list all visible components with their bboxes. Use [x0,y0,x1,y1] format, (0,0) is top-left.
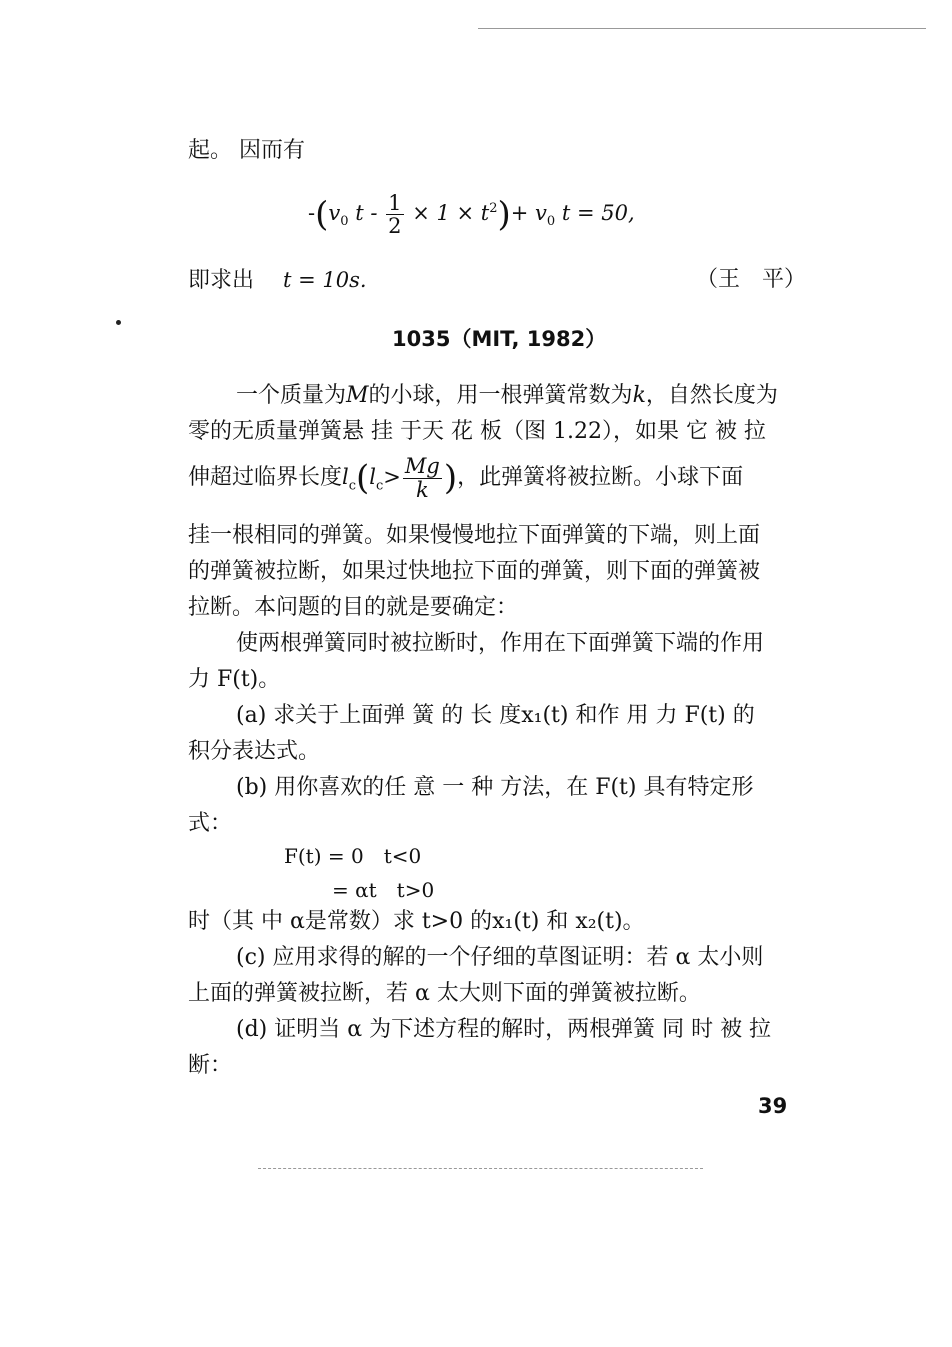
part-a-line1: (a) 求关于上面弹 簧 的 长 度x₁(t) 和作 用 力 F(t) 的 [236,703,755,728]
author-credit: （王 平） [696,267,807,292]
top-rule [478,28,926,29]
stray-dot [116,320,121,325]
part-c-line1: (c) 应用求得的解的一个仔细的草图证明：若 α 太小则 [236,945,764,970]
eq-times: × 1 × t [412,201,490,225]
eq-sup: 2 [489,201,498,216]
p1-text-a: 一个质量为 [236,383,347,408]
line-qi-yin-er-you: 起。 因而有 [188,138,305,163]
eq-v-sub: 0 [340,214,349,230]
p1-frac-num: Mg [404,454,440,479]
p1-k-symbol: k [632,383,646,408]
p1-frac-den: k [416,477,429,502]
page-number: 39 [758,1094,788,1118]
p1-line4: 挂一根相同的弹簧。如果慢慢地拉下面弹簧的下端，则上面 [188,523,761,548]
eq-frac-den: 2 [388,214,402,238]
part-b-line1: (b) 用你喜欢的任 意 一 种 方法，在 F(t) 具有特定形 [236,775,754,800]
p1-l3-text-a: 伸超过临界长度 [188,465,343,490]
equation-50 [308,184,635,247]
p1-line2: 零的无质量弹簧悬 挂 于天 花 板（图 1.22），如果 它 被 拉 [188,419,766,444]
p1-l3-fraction [403,455,442,500]
p1-l3-open-paren: ( [356,458,370,498]
p1-text-b: 的小球，用一根弹簧常数为 [368,383,633,408]
p1-text-c: ，自然长度为 [645,383,778,408]
eq-tail-sub: 0 [546,214,556,230]
p1-mass-symbol: M [346,383,369,408]
p2-line1: 使两根弹簧同时被拉断时，作用在下面弹簧下端的作用 [236,631,765,656]
eq-open-paren: ( [315,194,329,235]
problem-heading: 1035（MIT, 1982） [392,327,607,351]
eq-tail: + v [510,201,547,225]
p1-l3-lc: l [342,465,349,489]
p1-l3-cond-l: l [369,465,376,489]
part-b-line3: 时（其 中 α是常数）求 t>0 的x₁(t) 和 x₂(t)。 [188,909,645,934]
eq-minus: - [308,201,316,225]
eq-frac-num: 1 [388,190,402,215]
part-d-line2: 断： [188,1053,233,1078]
eq-close-paren: ) [497,194,511,235]
part-a-line2: 积分表达式。 [188,739,321,764]
force-eq-line2: = αt t>0 [332,878,435,902]
p1-l3-cond-sub: c [376,478,384,494]
p1-l3-text-b: ，此弹簧将被拉断。小球下面 [457,465,744,490]
p1-line3 [188,452,743,511]
line-ji-qiu-chu [188,262,367,299]
p1-line5: 的弹簧被拉断，如果过快地拉下面的弹簧，则下面的弹簧被 [188,559,761,584]
eq-end: t = 50, [561,201,635,225]
eq-t-minus: t - [355,201,378,225]
force-eq-line1: F(t) = 0 t<0 [284,844,422,868]
p2-line2: 力 F(t)。 [188,667,281,692]
p1-l3-gt: > [383,465,401,489]
part-c-line2: 上面的弹簧被拉断，若 α 太大则下面的弹簧被拉断。 [188,981,701,1006]
eq-v: v [328,201,341,225]
p1-line1 [236,378,778,414]
t-equals-10s: t = 10s. [283,268,367,292]
ji-qiu-chu-text: 即求出 [188,268,255,293]
p1-l3-close-paren: ) [443,458,458,498]
bottom-rule [258,1168,703,1169]
p1-l3-lc-sub: c [348,478,357,494]
eq-fraction-half [386,192,403,237]
part-b-line2: 式： [188,811,233,836]
p1-line6: 拉断。本问题的目的就是要确定： [188,595,519,620]
part-d-line1: (d) 证明当 α 为下述方程的解时，两根弹簧 同 时 被 拉 [236,1017,772,1042]
